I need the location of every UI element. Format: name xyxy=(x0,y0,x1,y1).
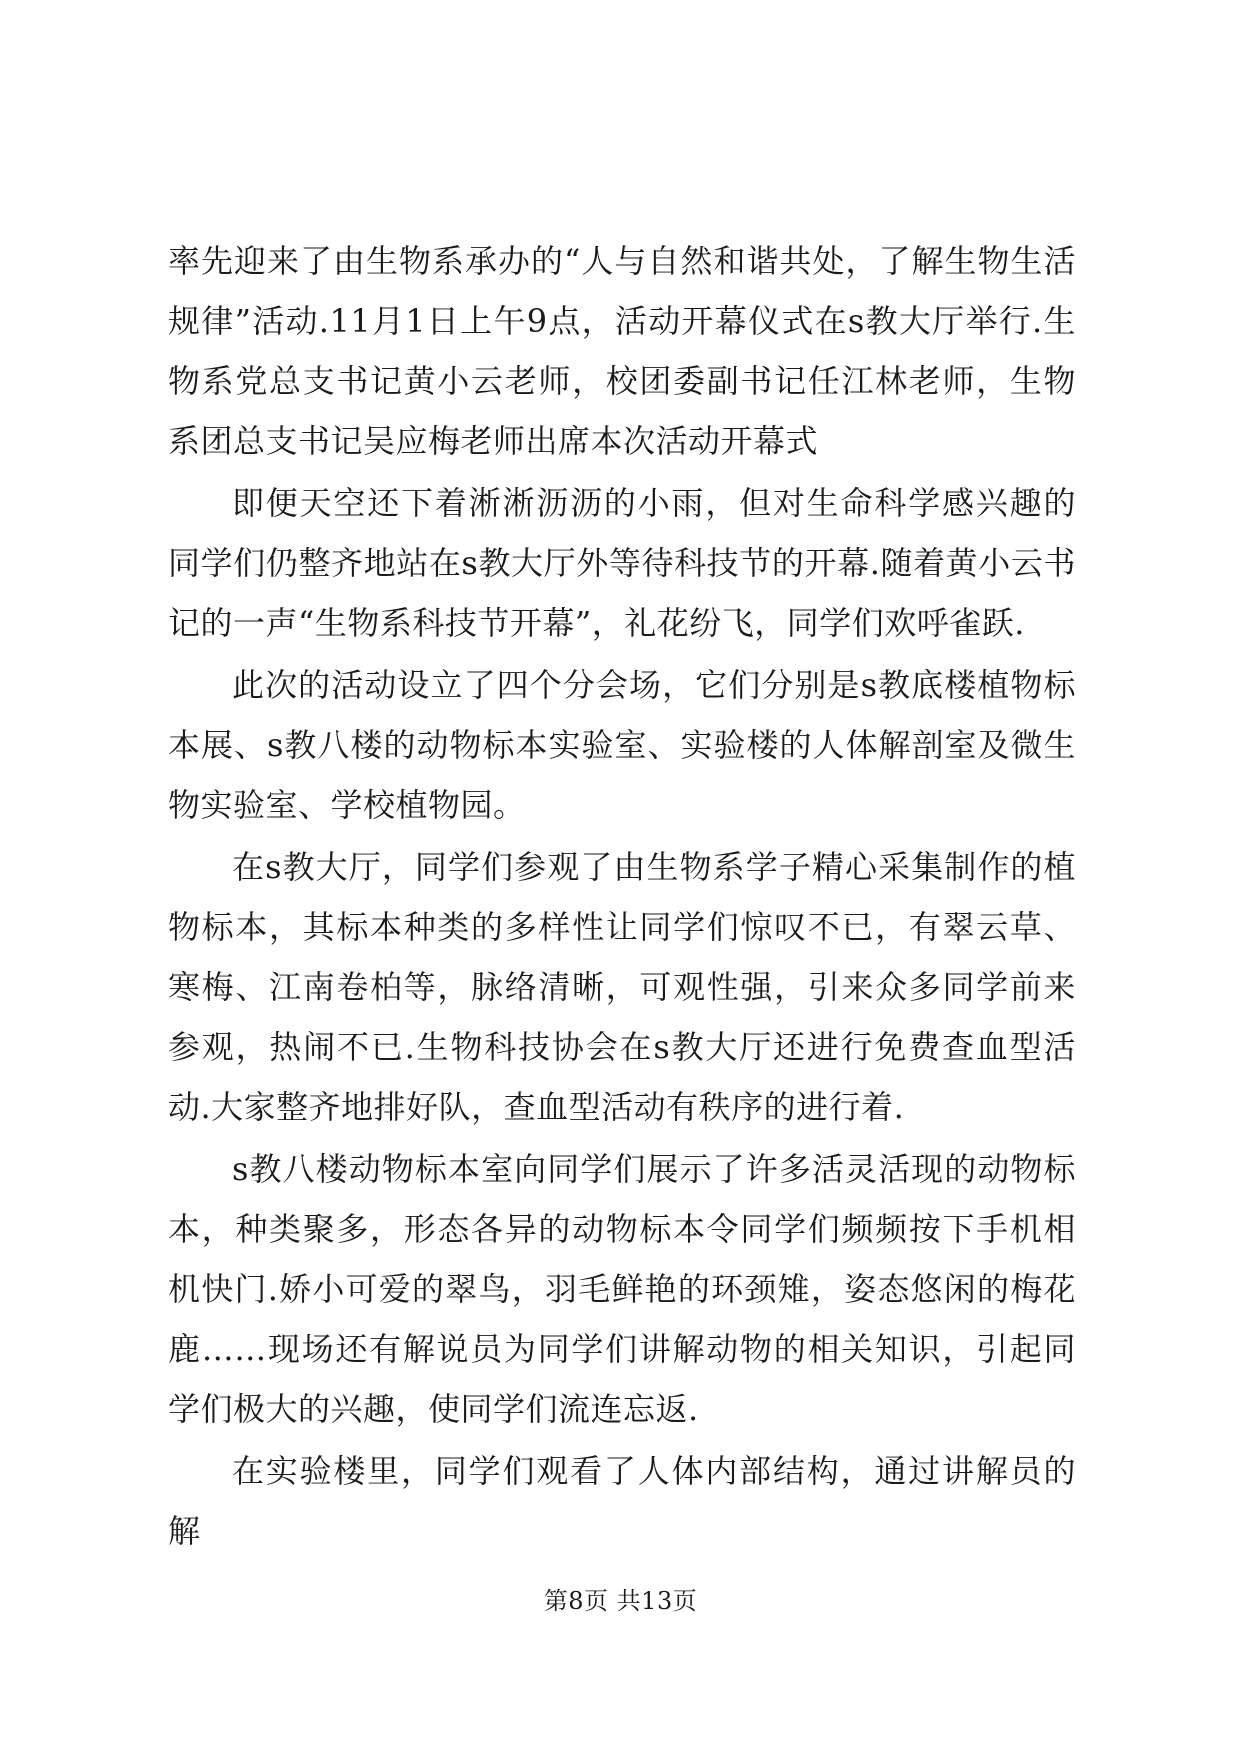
paragraph: 即便天空还下着淅淅沥沥的小雨，但对生命科学感兴趣的同学们仍整齐地站在s教大厅外等待科技节的开幕.随着黄小云书记的一声“生物系科技节开幕”，礼花纷飞，同学们欢呼雀跃. xyxy=(168,484,1076,642)
paragraph: 在s教大厅，同学们参观了由生物系学子精心采集制作的植物标本，其标本种类的多样性让同学们惊叹不已，有翠云草、寒梅、江南卷柏等，脉络清晰，可观性强，引来众多同学前来参观，热闹不已.生物科技协会在s教大厅还进行免费查血型活动.大家整齐地排好队，查血型活动有秩序的进行着. xyxy=(168,848,1076,1126)
page-number-footer: 第8页 共13页 xyxy=(543,1587,698,1615)
paragraph: 此次的活动设立了四个分会场，它们分别是s教底楼植物标本展、s教八楼的动物标本实验室、实验楼的人体解剖室及微生物实验室、学校植物园。 xyxy=(168,666,1076,824)
paragraph: 率先迎来了由生物系承办的“人与自然和谐共处，了解生物生活规律”活动.11月1日上午9点，活动开幕仪式在s教大厅举行.生物系党总支书记黄小云老师，校团委副书记任江林老师，生物系团总支书记吴应梅老师出席本次活动开幕式 xyxy=(168,242,1076,460)
document-body xyxy=(168,231,1076,1561)
paragraph: s教八楼动物标本室向同学们展示了许多活灵活现的动物标本，种类聚多，形态各异的动物标本令同学们频频按下手机相机快门.娇小可爱的翠鸟，羽毛鲜艳的环颈雉，姿态悠闲的梅花鹿……现场还有解说员为同学们讲解动物的相关知识，引起同学们极大的兴趣，使同学们流连忘返. xyxy=(168,1150,1076,1428)
paragraph: 在实验楼里，同学们观看了人体内部结构，通过讲解员的解 xyxy=(168,1452,1076,1550)
